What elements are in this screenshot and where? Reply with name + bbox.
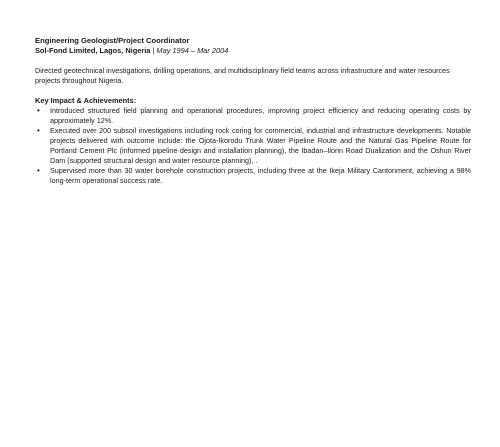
bullet-icon: • xyxy=(37,166,40,175)
company-name: Sol-Fond Limited, Lagos, Nigeria xyxy=(35,46,151,55)
achievement-text: Executed over 200 subsoil investigations including rock coring for commercial, industrial and infrastructure developments. Notable projects delivered with outcome include: the Ojota-Ikorodu Trunk Water Pipeline Route and the Natural Gas Pipeline Route for Portland Cement Plc (informed pipeline design and installation planning), the Ibadan–Ilorin Road Dualization and the Oshun River Dam (supported structural design and water resource planning), . xyxy=(50,126,471,165)
achievement-text: Introduced structured field planning and operational procedures, improving project efficiency and reducing operating costs by approximately 12%. xyxy=(50,106,471,125)
employment-dates: May 1994 – Mar 2004 xyxy=(156,46,229,55)
achievements-heading: Key Impact & Achievements: xyxy=(35,96,137,105)
achievements-list xyxy=(35,106,471,186)
achievement-item xyxy=(35,106,471,126)
company-line xyxy=(35,46,471,56)
bullet-icon: • xyxy=(37,106,40,115)
separator: | xyxy=(150,46,157,55)
achievement-item xyxy=(35,166,471,186)
role-summary: Directed geotechnical investigations, drilling operations, and multidisciplinary field teams across infrastructure and water resources projects throughout Nigeria. xyxy=(35,66,450,85)
achievement-text: Supervised more than 30 water borehole construction projects, including three at the Ikeja Military Cantonment, achieving a 98% long-term operational success rate. xyxy=(50,166,471,185)
job-title: Engineering Geologist/Project Coordinator xyxy=(35,36,190,45)
bullet-icon: • xyxy=(37,126,40,135)
resume-section xyxy=(35,36,471,186)
achievement-item xyxy=(35,126,471,166)
